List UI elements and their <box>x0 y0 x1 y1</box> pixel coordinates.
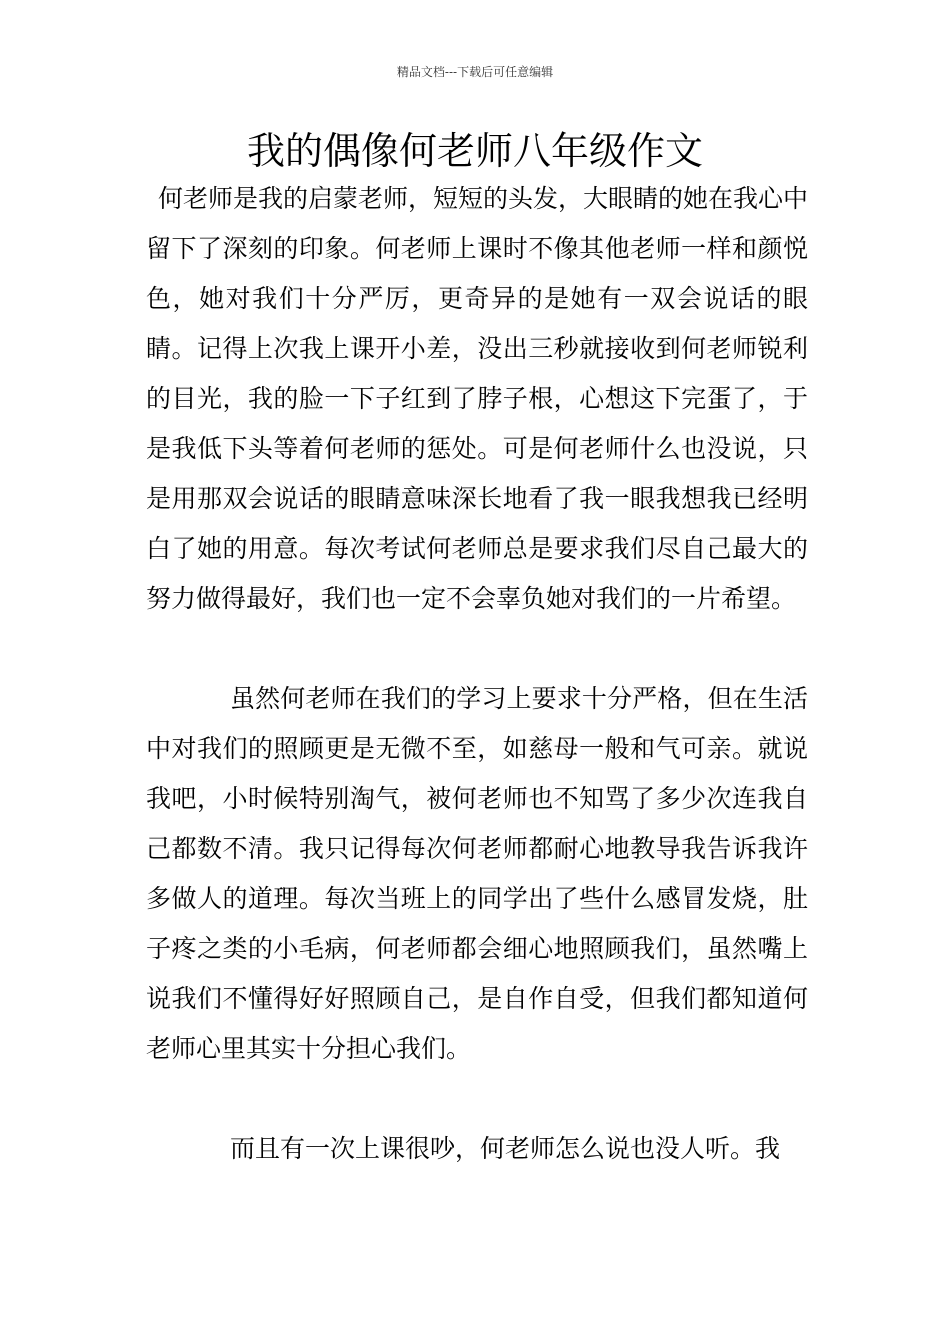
header-note: 精品文档---下载后可任意编辑 <box>396 65 554 79</box>
paragraph-3: 而且有一次上课很吵，何老师怎么说也没人听。我 <box>230 1134 781 1163</box>
document-title: 我的偶像何老师八年级作文 <box>246 129 703 173</box>
article-body <box>146 174 808 1174</box>
paragraph-1: 何老师是我的启蒙老师，短短的头发，大眼睛的她在我心中留下了深刻的印象。何老师上课时不像其他老师一样和颜悦色，她对我们十分严厉，更奇异的是她有一双会说话的眼睛。记得上次我上课开小差，没出三秒就接收到何老师锐利的目光，我的脸一下子红到了脖子根，心想这下完蛋了，于是我低下头等着何老师的惩处。可是何老师什么也没说，只是用那双会说话的眼睛意味深长地看了我一眼我想我已经明白了她的用意。每次考试何老师总是要求我们尽自己最大的努力做得最好，我们也一定不会辜负她对我们的一片希望。 <box>146 184 809 613</box>
paragraph-2: 虽然何老师在我们的学习上要求十分严格，但在生活中对我们的照顾更是无微不至，如慈母一般和气可亲。就说我吧，小时候特别淘气，被何老师也不知骂了多少次连我自己都数不清。我只记得每次何老师都耐心地教导我告诉我许多做人的道理。每次当班上的同学出了些什么感冒发烧，肚子疼之类的小毛病，何老师都会细心地照顾我们，虽然嘴上说我们不懂得好好照顾自己，是自作自受，但我们都知道何老师心里其实十分担心我们。 <box>146 684 808 1063</box>
